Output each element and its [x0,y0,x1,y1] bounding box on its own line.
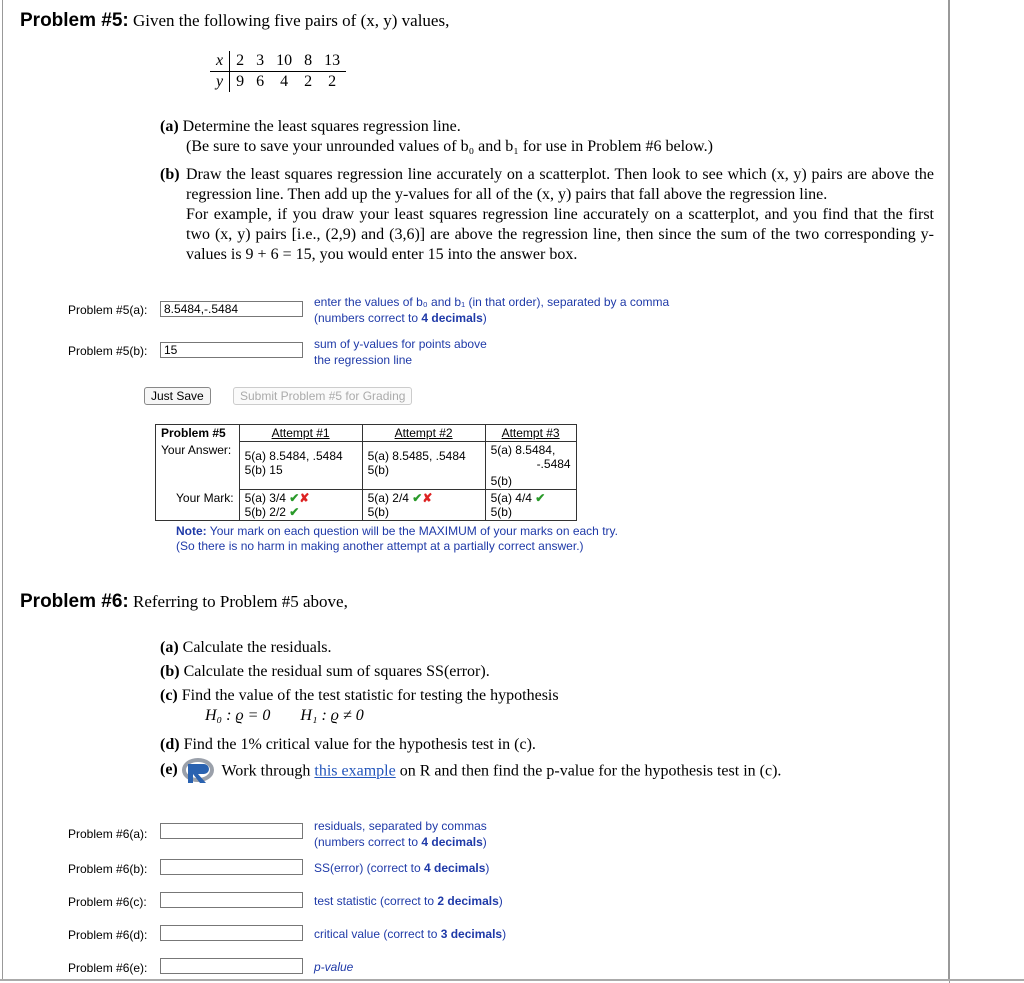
attempt-2-answer-a: 5(a) 8.5485, .5484 [367,449,466,463]
xy-values-table [210,51,346,92]
part-6d-label: (d) [160,736,180,753]
part-5a [160,117,713,157]
attempts-table [155,424,577,521]
y-value: 6 [256,73,265,90]
part-6c-label: (c) [160,687,178,704]
p6b-hint [314,860,489,876]
p6a-hint-line2a: (numbers correct to [314,835,422,849]
part-5a-note: (Be sure to save your unrounded values of b₀ and b₁ for use in Problem #6 below.) [186,138,713,155]
note-line2: (So there is no harm in making another attempt at a partially correct answer.) [176,539,584,553]
attempt-1-answer-a: 5(a) 8.5484, .5484 [244,449,343,463]
attempt-3-mark-a: 5(a) 4/4 [490,491,532,505]
attempt-1-answer [239,442,362,490]
p6d-hint [314,926,506,942]
p6d-hint-c: ) [502,927,507,941]
p5a-input[interactable]: 8.5484,-.5484 [160,301,303,317]
part-5b-example: For example, if you draw your least squares regression line accurately on a scatterplot, and you find that the first two (x, y) pairs [i.e., (2,9) and (3,6)] are above the regression line, then since the sum of the two corresponding y-values is 9 + 6 = 15, you would enter 15 into the answer box. [186,206,934,263]
p5a-hint-line2b: 4 decimals [421,311,483,325]
attempt-1-header: Attempt #1 [239,425,362,442]
part-6a [160,638,332,658]
p5a-hint-line2c: ) [482,311,487,325]
p6b-input[interactable] [160,859,303,875]
part-6a-text: Calculate the residuals. [182,639,332,656]
p6a-hint-line2b: 4 decimals [421,835,483,849]
p6d-input[interactable] [160,925,303,941]
p6d-hint-a: critical value (correct to [314,927,441,941]
attempt-2-mark-b: 5(b) [367,505,389,519]
check-icon: ✔ [289,505,300,519]
p6c-label: Problem #6(c): [68,895,147,909]
part-5a-text: Determine the least squares regression line. [182,118,461,135]
p5b-hint-line2: the regression line [314,353,413,367]
r-logo-icon [182,758,218,784]
attempt-3-mark [485,490,576,521]
p6a-input[interactable] [160,823,303,839]
x-value: 10 [276,52,293,69]
p6d-hint-b: 3 decimals [440,927,503,941]
part-6b [160,662,490,682]
cross-icon: ✘ [422,491,433,505]
y-value: 2 [328,73,337,90]
hypotheses [205,706,364,726]
p6a-hint-line1: residuals, separated by commas [314,819,487,833]
attempt-1-mark [239,490,362,521]
check-icon: ✔ [412,491,423,505]
just-save-button[interactable]: Just Save [144,387,211,405]
x-value: 2 [236,52,245,69]
attempt-1-mark-a: 5(a) 3/4 [244,491,286,505]
attempt-3-answer-a2: -.5484 [536,457,571,471]
attempts-head: Problem #5 [156,425,240,442]
your-answer-label: Your Answer: [156,442,240,490]
p5a-hint-line1: enter the values of b₀ and b₁ (in that order), separated by a comma [314,295,670,309]
attempt-3-answer-a: 5(a) 8.5484, [490,443,556,457]
y-value: 4 [280,73,289,90]
attempt-2-answer [362,442,485,490]
p5b-hint-line1: sum of y-values for points above [314,337,487,351]
p6c-hint-b: 2 decimals [437,894,499,908]
p5a-hint-line2a: (numbers correct to [314,311,422,325]
p5a-label: Problem #5(a): [68,303,148,317]
null-hypothesis: H₀ : ϱ = 0 [205,707,271,724]
attempt-2-mark-a: 5(a) 2/4 [367,491,409,505]
note-bold: Note: [176,524,207,538]
p6b-hint-c: ) [485,861,490,875]
p5b-input[interactable]: 15 [160,342,303,358]
attempt-2-header: Attempt #2 [362,425,485,442]
x-value: 3 [256,52,265,69]
p6c-hint-c: ) [498,894,503,908]
p6c-input[interactable] [160,892,303,908]
part-6e [160,760,781,784]
part-6a-label: (a) [160,639,179,656]
this-example-link[interactable]: this example [314,762,396,780]
attempt-1-answer-b: 5(b) 15 [244,463,283,477]
part-6e-text-pre: Work through [221,762,315,780]
problem-5-heading [20,10,449,32]
p5b-hint [314,336,487,368]
problem-6-intro: Referring to Problem #5 above, [133,592,348,611]
attempt-3-header: Attempt #3 [485,425,576,442]
p6a-hint-line2c: ) [482,835,487,849]
y-value: 2 [304,73,313,90]
p6c-hint [314,893,503,909]
part-5b-text: Draw the least squares regression line accurately on a scatterplot. Then look to see which (x, y) pairs are above the regression line. Then add up the y-values for all of the (x, y) pairs that fall above the regression line. [186,166,934,203]
problem-6-title: Problem #6: [20,591,129,612]
y-label: y [210,72,230,93]
submit-problem-5-button[interactable]: Submit Problem #5 for Grading [233,387,412,405]
attempt-3-answer-b: 5(b) [490,474,512,488]
alt-hypothesis: H₁ : ϱ ≠ 0 [300,707,364,724]
part-6e-label: (e) [160,761,178,778]
attempt-1-mark-b: 5(b) 2/2 [244,505,286,519]
attempt-2-mark [362,490,485,521]
part-5b-label: (b) [160,166,180,183]
part-6c [160,686,559,706]
p6e-input[interactable] [160,958,303,974]
part-6b-label: (b) [160,663,180,680]
x-label: x [210,51,230,72]
check-icon: ✔ [289,491,300,505]
attempt-3-answer [485,442,576,490]
p6b-hint-a: SS(error) (correct to [314,861,425,875]
part-5a-label: (a) [160,118,179,135]
check-icon: ✔ [535,491,546,505]
p6a-label: Problem #6(a): [68,827,148,841]
p6c-hint-a: test statistic (correct to [314,894,438,908]
p6d-label: Problem #6(d): [68,928,148,942]
bottom-divider [0,979,1024,981]
problem-5-title: Problem #5: [20,10,129,31]
p5b-label: Problem #5(b): [68,344,148,358]
part-6c-text: Find the value of the test statistic for testing the hypothesis [181,687,559,704]
part-6d [160,735,536,755]
attempt-2-answer-b: 5(b) [367,463,389,477]
part-6d-text: Find the 1% critical value for the hypothesis test in (c). [183,736,536,753]
p6a-hint [314,818,487,850]
cross-icon: ✘ [299,491,310,505]
part-6e-text-post: on R and then find the p-value for the hypothesis test in (c). [395,762,782,780]
attempt-3-mark-b: 5(b) [490,505,512,519]
p6b-hint-b: 4 decimals [424,861,486,875]
p6e-label: Problem #6(e): [68,961,148,975]
problem-5-intro: Given the following five pairs of (x, y) values, [133,11,450,30]
y-value: 9 [236,73,245,90]
note-line1: Your mark on each question will be the MAXIMUM of your marks on each try. [206,524,618,538]
part-6b-text: Calculate the residual sum of squares SS(error). [183,663,490,680]
problem-6-heading [20,591,348,613]
x-value: 13 [324,52,341,69]
right-column [949,0,1024,983]
p6b-label: Problem #6(b): [68,862,148,876]
p5a-hint [314,294,669,326]
x-value: 8 [304,52,313,69]
attempts-note [176,524,618,554]
your-mark-label: Your Mark: [156,490,240,521]
part-5b [160,165,934,265]
p6e-hint: p-value [314,960,354,974]
